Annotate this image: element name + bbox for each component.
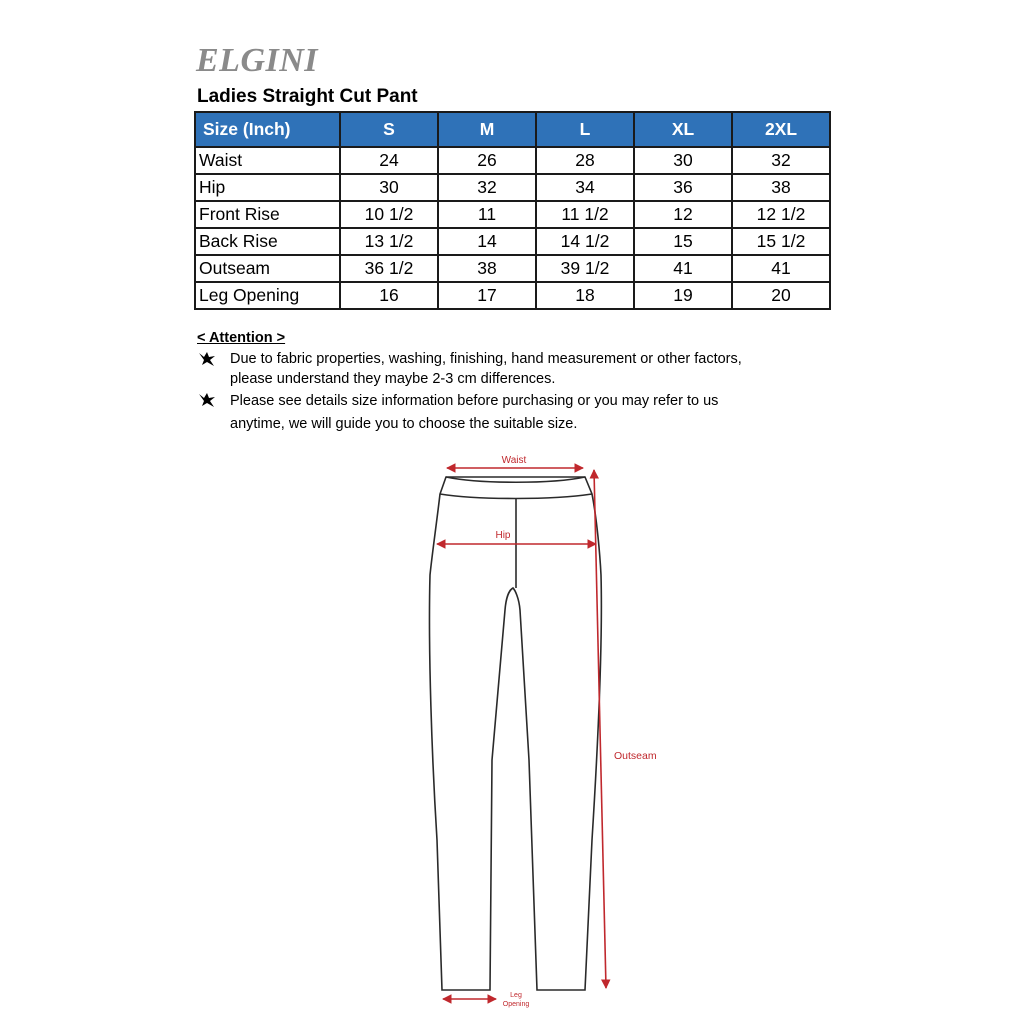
pant-outline <box>429 477 601 990</box>
note-line: Please see details size information before purchasing or you may refer to us <box>230 393 719 409</box>
brand-logo: ELGINI <box>196 42 319 79</box>
table-cell: 41 <box>634 255 732 282</box>
waist-label: Waist <box>501 455 527 466</box>
table-cell: Waist <box>195 147 340 174</box>
note-line: please understand they maybe 2-3 cm differences. <box>230 371 556 387</box>
hip-label: Hip <box>495 530 511 541</box>
table-cell: Front Rise <box>195 201 340 228</box>
table-cell: 18 <box>536 282 634 309</box>
table-cell: 26 <box>438 147 536 174</box>
page-title: Ladies Straight Cut Pant <box>197 86 418 107</box>
table-cell: Outseam <box>195 255 340 282</box>
table-header-cell: M <box>438 112 536 147</box>
table-header-cell: Size (Inch) <box>195 112 340 147</box>
table-cell: 32 <box>732 147 830 174</box>
table-cell: 20 <box>732 282 830 309</box>
outseam-label: Outseam <box>614 750 657 762</box>
note-line: anytime, we will guide you to choose the suitable size. <box>230 416 578 432</box>
table-cell: 28 <box>536 147 634 174</box>
table-cell: Back Rise <box>195 228 340 255</box>
table-cell: 11 1/2 <box>536 201 634 228</box>
table-cell: 39 1/2 <box>536 255 634 282</box>
table-cell: 13 1/2 <box>340 228 438 255</box>
note-line: Due to fabric properties, washing, finishing, hand measurement or other factors, <box>230 351 742 367</box>
table-cell: 15 1/2 <box>732 228 830 255</box>
table-cell: 14 <box>438 228 536 255</box>
table-cell: 41 <box>732 255 830 282</box>
table-cell: 36 <box>634 174 732 201</box>
table-cell: 12 1/2 <box>732 201 830 228</box>
table-cell: 36 1/2 <box>340 255 438 282</box>
outseam-arrow <box>594 470 606 988</box>
table-cell: 12 <box>634 201 732 228</box>
table-cell: 11 <box>438 201 536 228</box>
table-cell: 24 <box>340 147 438 174</box>
table-cell: 14 1/2 <box>536 228 634 255</box>
table-cell: 38 <box>438 255 536 282</box>
table-header-cell: L <box>536 112 634 147</box>
leg-opening-label-line1: Leg <box>510 992 522 999</box>
table-cell: 30 <box>340 174 438 201</box>
table-cell: 10 1/2 <box>340 201 438 228</box>
table-cell: Leg Opening <box>195 282 340 309</box>
leg-opening-label-line2: Opening <box>502 1001 530 1008</box>
table-cell: 16 <box>340 282 438 309</box>
table-cell: 17 <box>438 282 536 309</box>
table-cell: 15 <box>634 228 732 255</box>
table-cell: 32 <box>438 174 536 201</box>
attention-heading: < Attention > <box>197 330 286 346</box>
table-cell: 30 <box>634 147 732 174</box>
table-header-cell: 2XL <box>732 112 830 147</box>
table-cell: 19 <box>634 282 732 309</box>
table-header-cell: XL <box>634 112 732 147</box>
table-cell: Hip <box>195 174 340 201</box>
table-cell: 34 <box>536 174 634 201</box>
table-header-cell: S <box>340 112 438 147</box>
table-cell: 38 <box>732 174 830 201</box>
